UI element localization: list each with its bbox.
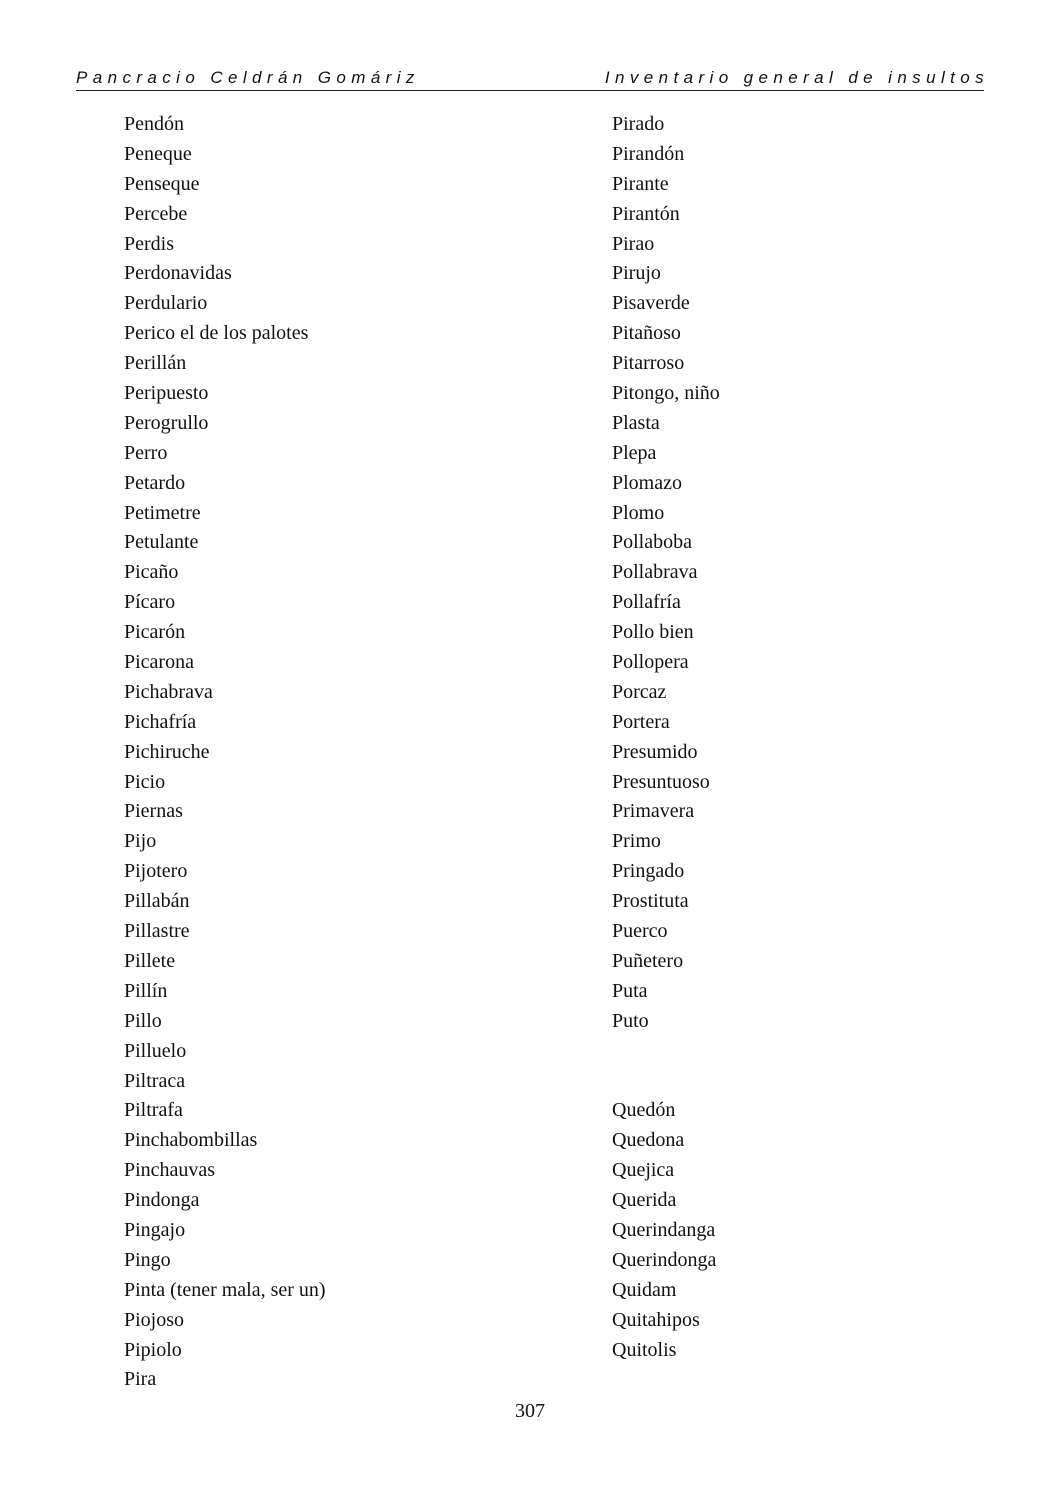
word-entry: Penseque — [124, 172, 200, 195]
word-entry: Plomazo — [612, 471, 682, 494]
word-entry: Puñetero — [612, 949, 684, 972]
word-entry — [612, 1067, 720, 1097]
word-entry — [612, 1037, 720, 1067]
word-entry: Pringado — [612, 860, 685, 883]
word-entry: Perdis — [124, 232, 174, 255]
word-entry: Perdonavidas — [124, 262, 232, 285]
word-entry: Pinchabombillas — [124, 1129, 258, 1152]
word-list-left-column — [124, 110, 326, 1395]
word-entry: Prostituta — [612, 890, 689, 913]
word-entry: Puerco — [612, 920, 668, 943]
word-entry: Pirado — [612, 113, 665, 135]
word-entry: Portera — [612, 710, 670, 733]
word-entry: Querida — [612, 1189, 677, 1212]
word-entry: Peripuesto — [124, 382, 209, 405]
word-entry: Petardo — [124, 471, 186, 494]
word-entry: Pijo — [124, 830, 157, 853]
word-entry: Quedona — [612, 1129, 685, 1152]
word-entry: Pollafría — [612, 591, 681, 614]
word-entry: Piojoso — [124, 1308, 185, 1331]
word-entry: Primavera — [612, 800, 695, 823]
word-entry: Pillete — [124, 949, 176, 972]
word-entry: Pingo — [124, 1248, 171, 1271]
page-number: 307 — [515, 1400, 545, 1422]
word-entry: Quidam — [612, 1278, 677, 1301]
word-entry: Peneque — [124, 142, 192, 165]
word-entry: Perogrullo — [124, 411, 209, 434]
word-entry: Piltraca — [124, 1069, 186, 1092]
word-entry: Pollo bien — [612, 621, 694, 644]
word-entry: Pinchauvas — [124, 1159, 216, 1182]
word-entry: Perdulario — [124, 292, 208, 315]
word-entry: Pitarroso — [612, 352, 685, 375]
word-entry: Pindonga — [124, 1189, 200, 1212]
word-entry: Pícaro — [124, 591, 176, 614]
word-entry: Pirante — [612, 172, 669, 195]
word-list-right-column — [612, 110, 720, 1365]
word-entry: Presumido — [612, 740, 698, 763]
word-entry: Perro — [124, 441, 168, 464]
word-entry: Perillán — [124, 352, 187, 375]
running-header — [76, 66, 989, 91]
word-entry: Quitolis — [612, 1338, 677, 1361]
word-entry: Quejica — [612, 1159, 675, 1182]
word-entry: Picarona — [124, 651, 194, 674]
word-entry: Pingajo — [124, 1218, 186, 1241]
word-entry: Puto — [612, 1009, 649, 1032]
word-entry: Perico el de los palotes — [124, 322, 309, 345]
word-entry: Petimetre — [124, 501, 201, 524]
word-entry: Pichabrava — [124, 680, 213, 703]
word-entry: Pitongo, niño — [612, 382, 720, 405]
header-title: Inventario general de insultos — [604, 68, 989, 87]
word-entry: Pijotero — [124, 860, 188, 883]
word-entry: Pillastre — [124, 920, 190, 943]
word-entry: Pichafría — [124, 710, 197, 733]
word-entry: Pollaboba — [612, 531, 692, 554]
word-entry: Piltrafa — [124, 1099, 183, 1122]
word-entry: Pichiruche — [124, 740, 210, 763]
word-entry: Querindanga — [612, 1218, 716, 1241]
header-author: Pancracio Celdrán Gomáriz — [76, 68, 420, 87]
word-entry: Pilluelo — [124, 1039, 187, 1062]
word-entry: Pollabrava — [612, 561, 698, 584]
word-entry: Picio — [124, 770, 166, 793]
word-entry: Pillo — [124, 1009, 162, 1032]
word-entry: Picarón — [124, 621, 186, 644]
word-entry: Picaño — [124, 561, 179, 584]
word-entry: Pillabán — [124, 890, 190, 913]
word-entry: Pinta (tener mala, ser un) — [124, 1278, 326, 1301]
word-entry: Petulante — [124, 531, 199, 554]
word-entry: Percebe — [124, 202, 188, 225]
word-entry: Plomo — [612, 501, 665, 524]
word-entry: Pendón — [124, 113, 184, 135]
word-entry: Primo — [612, 830, 661, 853]
word-entry: Quitahipos — [612, 1308, 700, 1331]
word-entry: Quedón — [612, 1099, 676, 1122]
word-entry: Pipiolo — [124, 1338, 182, 1361]
word-entry: Pitañoso — [612, 322, 681, 345]
word-entry: Piernas — [124, 800, 183, 823]
word-entry: Plepa — [612, 441, 657, 464]
word-entry: Pirujo — [612, 262, 661, 285]
word-entry: Presuntuoso — [612, 770, 710, 793]
word-entry: Pollopera — [612, 651, 689, 674]
word-entry: Pira — [124, 1368, 157, 1391]
word-entry: Pirao — [612, 232, 655, 255]
word-entry: Porcaz — [612, 680, 667, 703]
word-entry: Puta — [612, 979, 648, 1002]
word-entry: Pillín — [124, 979, 168, 1002]
word-entry: Pirandón — [612, 142, 685, 165]
word-entry: Plasta — [612, 411, 660, 434]
word-entry: Querindonga — [612, 1248, 717, 1271]
word-entry: Pirantón — [612, 202, 680, 225]
word-entry: Pisaverde — [612, 292, 690, 315]
